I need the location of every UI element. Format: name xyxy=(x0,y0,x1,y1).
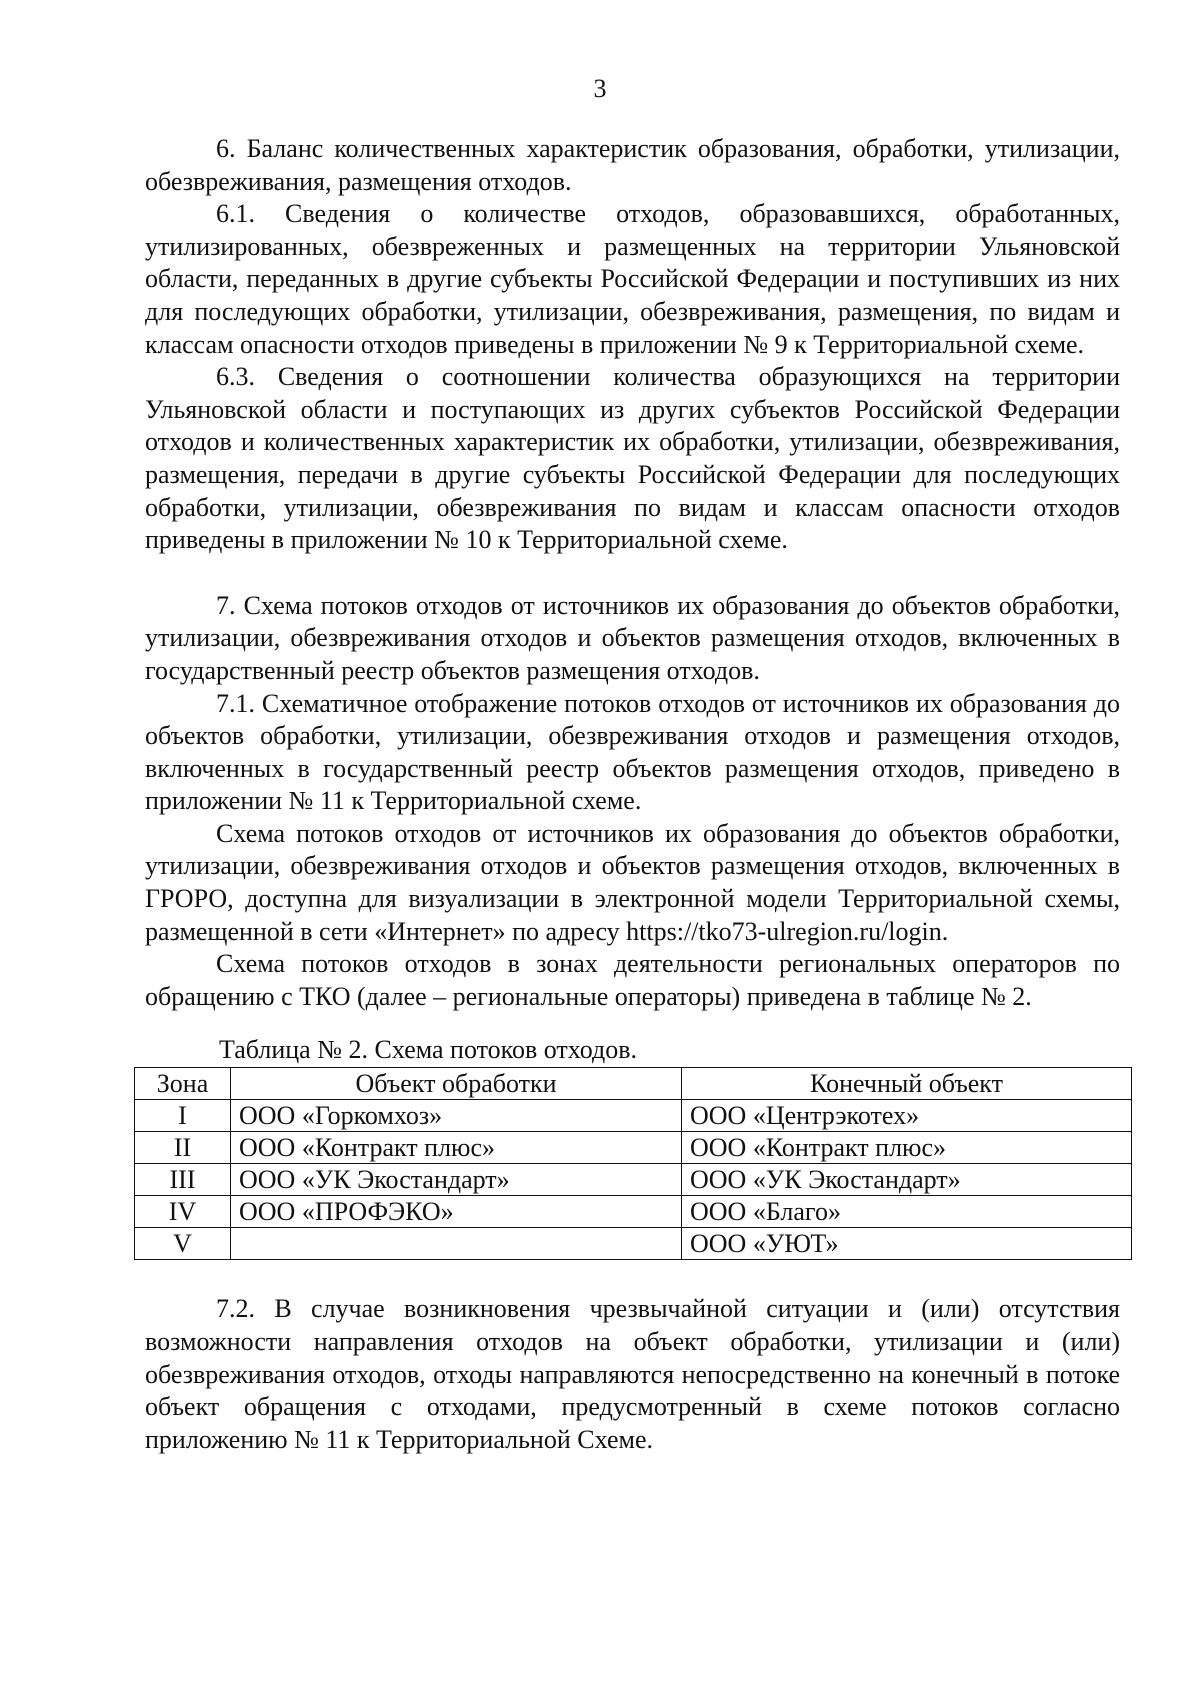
paragraph-regional-operators: Схема потоков отходов в зонах деятельности региональных операторов по обращению с ТКО (далее – региональные операторы) приведена в таблице № 2. xyxy=(145,949,1120,1011)
paragraph-scheme-visualization: Схема потоков отходов от источников их образования до объектов обработки, утилизации, обезвреживания отходов и объектов размещения отходов, включенных в ГРОРО, доступна для визуализации в электронной модели Территориальной схемы, размещенной в сети «Интернет» по адресу https://tko73-ulregion.ru/login. xyxy=(145,818,1120,946)
paragraph-section-6-3: 6.3. Сведения о соотношении количества образующихся на территории Ульяновской области и поступающих из других субъектов Российской Федерации отходов и количественных характеристик их обработки, утилизации, обезвреживания, размещения, передачи в другие субъекты Российской Федерации для последующих обработки, утилизации, обезвреживания по видам и классам опасности отходов приведены в приложении № 10 к Территориальной схеме. xyxy=(145,362,1120,555)
paragraph-section-7: 7. Схема потоков отходов от источников их образования до объектов обработки, утилизации, обезвреживания отходов и объектов размещения отходов, включенных в государственный реестр объектов размещения отходов. xyxy=(145,590,1120,685)
final-object-cell: ООО «УЮТ» xyxy=(682,1228,1132,1260)
zone-cell: IV xyxy=(135,1196,231,1228)
table-row xyxy=(135,1164,1132,1196)
final-object-cell: ООО «УК Экостандарт» xyxy=(682,1164,1132,1196)
zone-cell: I xyxy=(135,1100,231,1132)
processing-object-cell: ООО «Горкомхоз» xyxy=(231,1100,682,1132)
processing-object-cell: ООО «Контракт плюс» xyxy=(231,1132,682,1164)
paragraph-section-6-1: 6.1. Сведения о количестве отходов, образовавшихся, обработанных, утилизированных, обезвреженных и размещенных на территории Ульяновской области, переданных в другие субъекты Российской Федерации и поступивших из них для последующих обработки, утилизации, обезвреживания, размещения, по видам и классам опасности отходов приведены в приложении № 9 к Территориальной схеме. xyxy=(145,199,1120,359)
final-object-cell: ООО «Контракт плюс» xyxy=(682,1132,1132,1164)
table-spacer xyxy=(145,1013,1120,1035)
section-spacer xyxy=(145,1260,1120,1293)
processing-object-cell: ООО «ПРОФЭКО» xyxy=(231,1196,682,1228)
table-row xyxy=(135,1228,1132,1260)
paragraph-section-7-2: 7.2. В случае возникновения чрезвычайной ситуации и (или) отсутствия возможности направления отходов на объект обработки, утилизации и (или) обезвреживания отходов, отходы направляются непосредственно на конечный в потоке объект обращения с отходами, предусмотренный в схеме потоков согласно приложению № 11 к Территориальной Схеме. xyxy=(145,1294,1120,1454)
table-row xyxy=(135,1100,1132,1132)
zone-cell: II xyxy=(135,1132,231,1164)
table-row xyxy=(135,1196,1132,1228)
paragraph-section-6: 6. Баланс количественных характеристик образования, обработки, утилизации, обезвреживания, размещения отходов. xyxy=(145,134,1120,196)
paragraph-section-7-1: 7.1. Схематичное отображение потоков отходов от источников их образования до объектов обработки, утилизации, обезвреживания отходов и размещения отходов, включенных в государственный реестр объектов размещения отходов, приведено в приложении № 11 к Территориальной схеме. xyxy=(145,688,1120,816)
header-processing-object: Объект обработки xyxy=(231,1068,682,1100)
table-header-row xyxy=(135,1068,1132,1100)
final-object-cell: ООО «Центрэкотех» xyxy=(682,1100,1132,1132)
zone-cell: III xyxy=(135,1164,231,1196)
table-row xyxy=(135,1132,1132,1164)
page-number: 3 xyxy=(593,74,607,103)
document-body xyxy=(145,133,1120,1456)
zone-cell: V xyxy=(135,1228,231,1260)
final-object-cell: ООО «Благо» xyxy=(682,1196,1132,1228)
processing-object-cell: ООО «УК Экостандарт» xyxy=(231,1164,682,1196)
waste-flow-table xyxy=(134,1067,1132,1260)
processing-object-cell xyxy=(231,1228,682,1260)
section-spacer xyxy=(145,557,1120,590)
header-zone: Зона xyxy=(135,1068,231,1100)
header-final-object: Конечный объект xyxy=(682,1068,1132,1100)
table-caption: Таблица № 2. Схема потоков отходов. xyxy=(219,1035,638,1065)
